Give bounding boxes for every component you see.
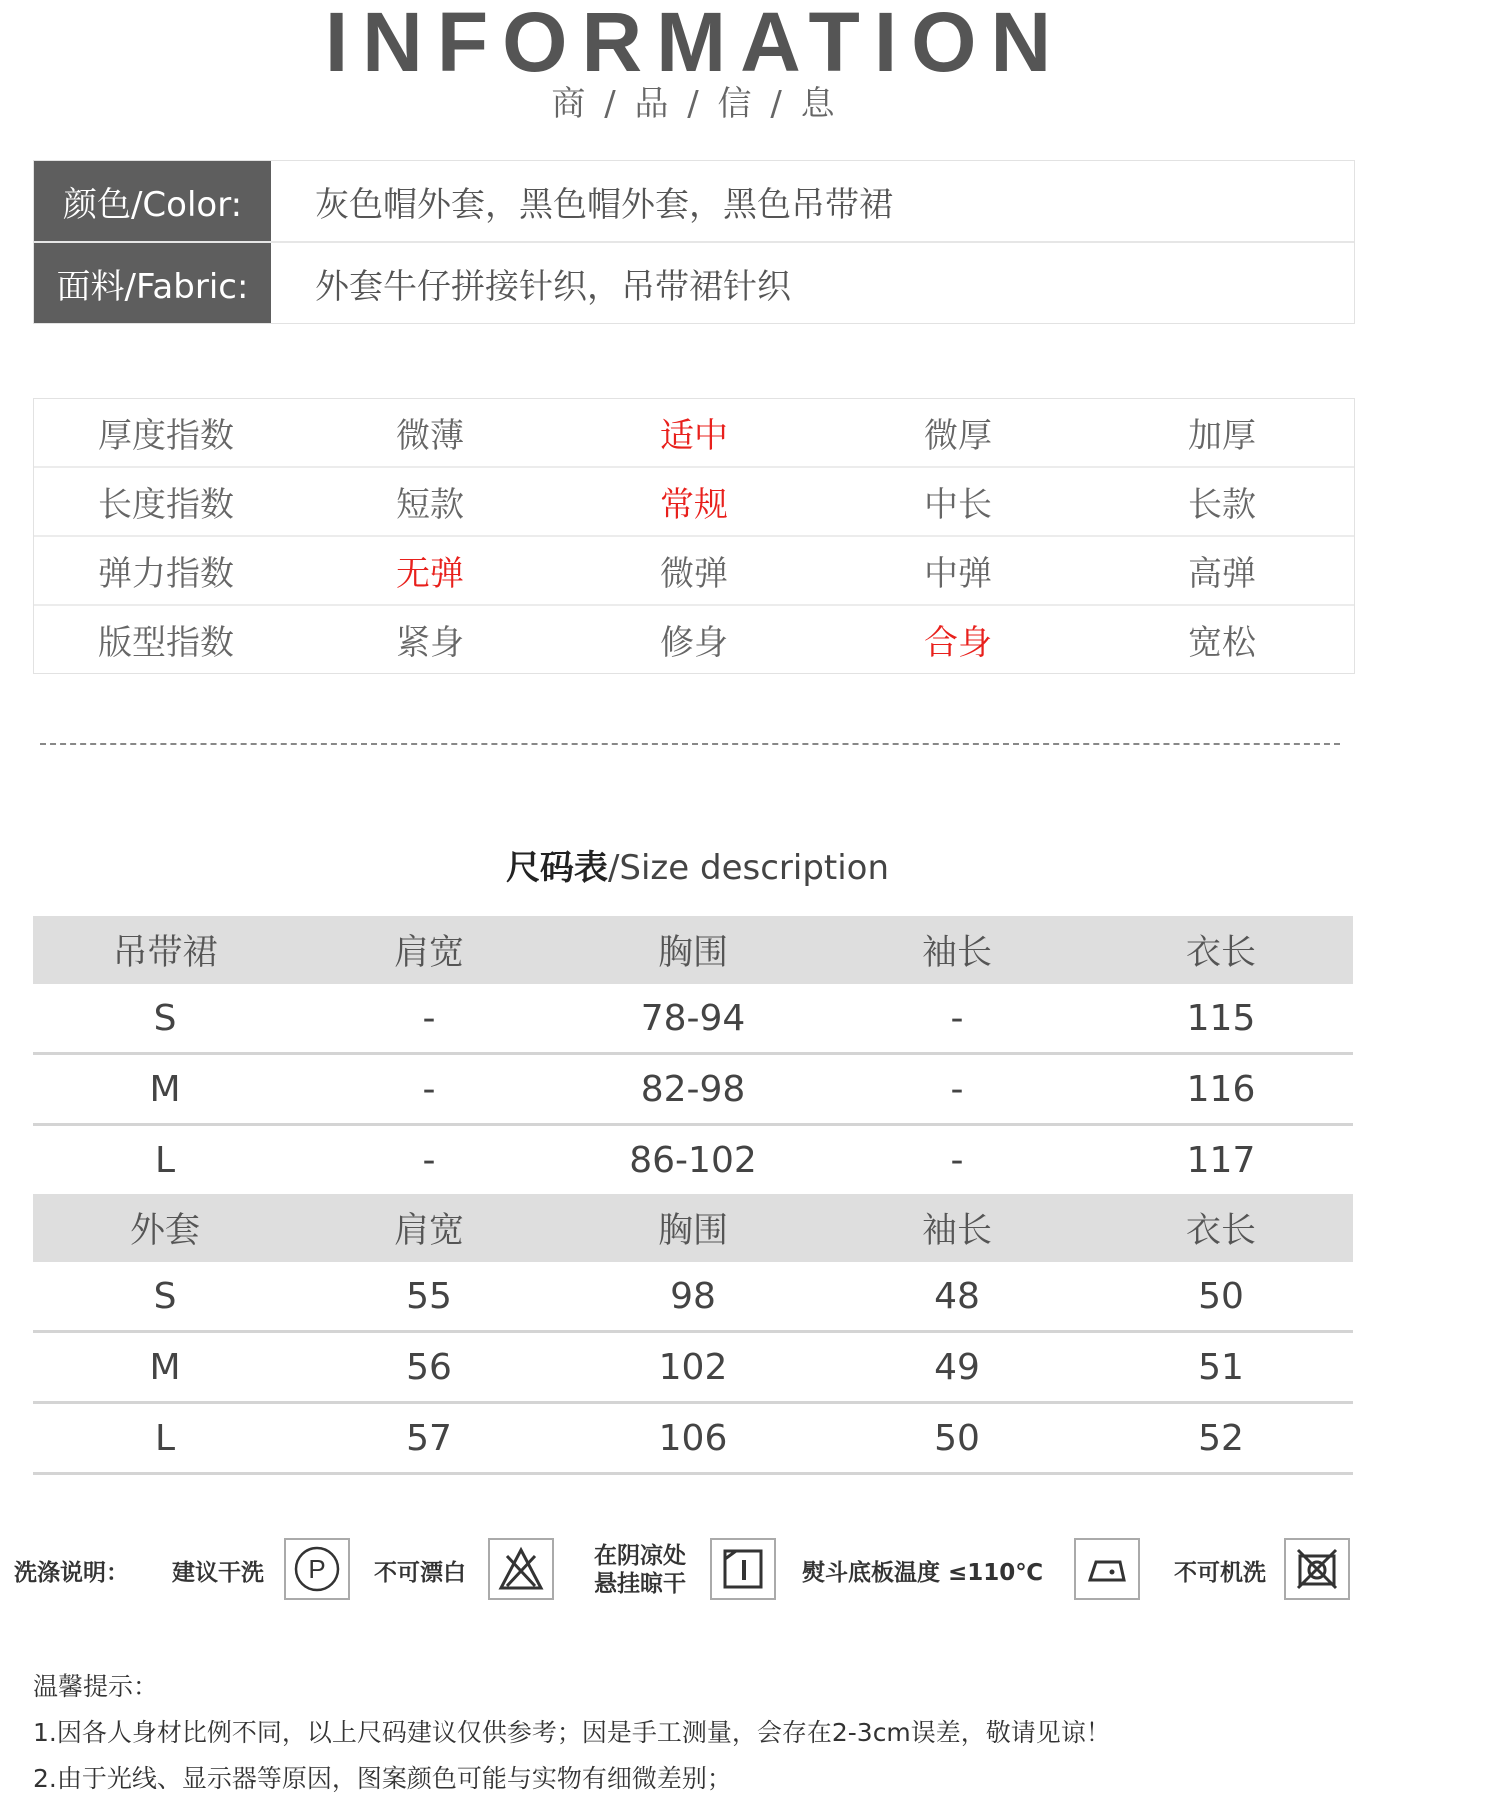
care-label-line: 在阴凉处 [594, 1543, 686, 1569]
table-row [33, 1055, 1353, 1126]
index-option: 常规 [660, 485, 728, 525]
size-cell: M [149, 1068, 181, 1110]
table-row [33, 984, 1353, 1055]
size-cell: L [154, 1417, 176, 1459]
size-cell: 78-94 [640, 997, 746, 1039]
size-header-cell: 袖长 [921, 933, 992, 973]
product-info-table [33, 160, 1355, 324]
care-title: 洗涤说明： [14, 1559, 129, 1586]
table-row [33, 1126, 1353, 1194]
tip-line: 1.因各人身材比例不同，以上尺码建议仅供参考；因是手工测量，会存在2-3cm误差，敬请见谅！ [33, 1718, 1111, 1747]
size-cell: - [950, 997, 964, 1039]
size-table-header [33, 1194, 1353, 1262]
index-option: 微薄 [396, 416, 464, 456]
index-option: 中弹 [924, 554, 992, 594]
index-name: 长度指数 [98, 485, 234, 525]
size-cell: 98 [670, 1275, 716, 1317]
size-header-cell: 肩宽 [393, 1211, 464, 1251]
care-label: 建议干洗 [172, 1559, 264, 1586]
size-header-cell: 吊带裙 [112, 933, 218, 973]
size-cell: 106 [658, 1417, 728, 1459]
tips-section [33, 1664, 1111, 1802]
info-label: 面料/Fabric: [34, 243, 271, 323]
index-option: 合身 [924, 623, 992, 663]
iron-icon [1074, 1538, 1140, 1600]
index-row-elasticity [34, 535, 1354, 604]
index-option: 紧身 [396, 623, 464, 663]
index-option: 加厚 [1188, 416, 1256, 456]
index-option: 长款 [1188, 485, 1256, 525]
size-cell: - [950, 1139, 964, 1181]
size-header-cell: 胸围 [657, 933, 728, 973]
info-value: 灰色帽外套，黑色帽外套，黑色吊带裙 [315, 184, 893, 225]
index-name: 弹力指数 [98, 554, 234, 594]
info-value: 外套牛仔拼接针织，吊带裙针织 [315, 266, 791, 307]
size-cell: 102 [658, 1346, 728, 1388]
index-option: 高弹 [1188, 554, 1256, 594]
size-cell: - [422, 1139, 436, 1181]
size-cell: - [422, 997, 436, 1039]
index-option: 修身 [660, 623, 728, 663]
tips-title: 温馨提示： [33, 1672, 159, 1701]
size-cell: 86-102 [629, 1139, 757, 1181]
index-row-length [34, 466, 1354, 535]
no-bleach-icon [488, 1538, 554, 1600]
index-option: 短款 [396, 485, 464, 525]
hang-dry-icon [710, 1538, 776, 1600]
index-option: 宽松 [1188, 623, 1256, 663]
index-name: 厚度指数 [98, 416, 234, 456]
size-cell: 82-98 [640, 1068, 746, 1110]
size-title-rest: /Size description [607, 848, 890, 888]
size-header-cell: 外套 [129, 1211, 200, 1251]
size-header-cell: 袖长 [921, 1211, 992, 1251]
table-row [33, 1333, 1353, 1404]
index-option: 适中 [660, 416, 728, 456]
size-header-cell: 胸围 [657, 1211, 728, 1251]
size-header-cell: 衣长 [1185, 933, 1256, 973]
index-name: 版型指数 [98, 623, 234, 663]
size-cell: 56 [406, 1346, 452, 1388]
index-table [33, 398, 1355, 674]
size-table [33, 916, 1353, 1475]
index-option: 微厚 [924, 416, 992, 456]
no-machine-wash-icon [1284, 1538, 1350, 1600]
size-cell: M [149, 1346, 181, 1388]
size-header-cell: 肩宽 [393, 933, 464, 973]
tip-line: 2.由于光线、显示器等原因，图案颜色可能与实物有细微差别； [33, 1764, 732, 1793]
dashed-divider [40, 743, 1340, 745]
size-header-cell: 衣长 [1185, 1211, 1256, 1251]
size-cell: 55 [406, 1275, 452, 1317]
size-cell: 51 [1198, 1346, 1244, 1388]
table-row [33, 1404, 1353, 1475]
size-cell: - [422, 1068, 436, 1110]
info-row-color [34, 161, 1354, 241]
info-header-subtitle: 商 / 品 / 信 / 息 [551, 84, 839, 124]
table-row [33, 1262, 1353, 1333]
size-cell: - [950, 1068, 964, 1110]
size-cell: 50 [934, 1417, 980, 1459]
index-row-fit [34, 604, 1354, 673]
size-table-title [0, 840, 1395, 889]
size-cell: S [153, 1275, 177, 1317]
size-cell: 116 [1186, 1068, 1256, 1110]
dry-clean-p-icon [284, 1538, 350, 1600]
size-table-header [33, 916, 1353, 984]
info-label: 颜色/Color: [34, 161, 271, 241]
size-cell: 50 [1198, 1275, 1244, 1317]
care-instructions [0, 1535, 1500, 1605]
size-cell: 49 [934, 1346, 980, 1388]
size-cell: 48 [934, 1275, 980, 1317]
index-row-thickness [34, 399, 1354, 466]
care-label-line: 悬挂晾干 [594, 1571, 686, 1597]
size-title-bold: 尺码表 [505, 848, 608, 888]
index-option: 微弹 [660, 554, 728, 594]
size-cell: 57 [406, 1417, 452, 1459]
care-label: 熨斗底板温度 ≤110℃ [802, 1559, 1044, 1586]
care-label: 不可漂白 [374, 1559, 466, 1586]
size-cell: 52 [1198, 1417, 1244, 1459]
size-cell: S [153, 997, 177, 1039]
svg-text:P: P [308, 1554, 326, 1584]
care-label [594, 1535, 686, 1605]
index-option: 中长 [924, 485, 992, 525]
info-header-title: INFORMATION [324, 0, 1066, 89]
care-label: 不可机洗 [1174, 1559, 1266, 1586]
index-option: 无弹 [396, 554, 464, 594]
size-cell: 117 [1186, 1139, 1256, 1181]
size-cell: 115 [1186, 997, 1256, 1039]
info-row-fabric [34, 241, 1354, 323]
size-cell: L [154, 1139, 176, 1181]
